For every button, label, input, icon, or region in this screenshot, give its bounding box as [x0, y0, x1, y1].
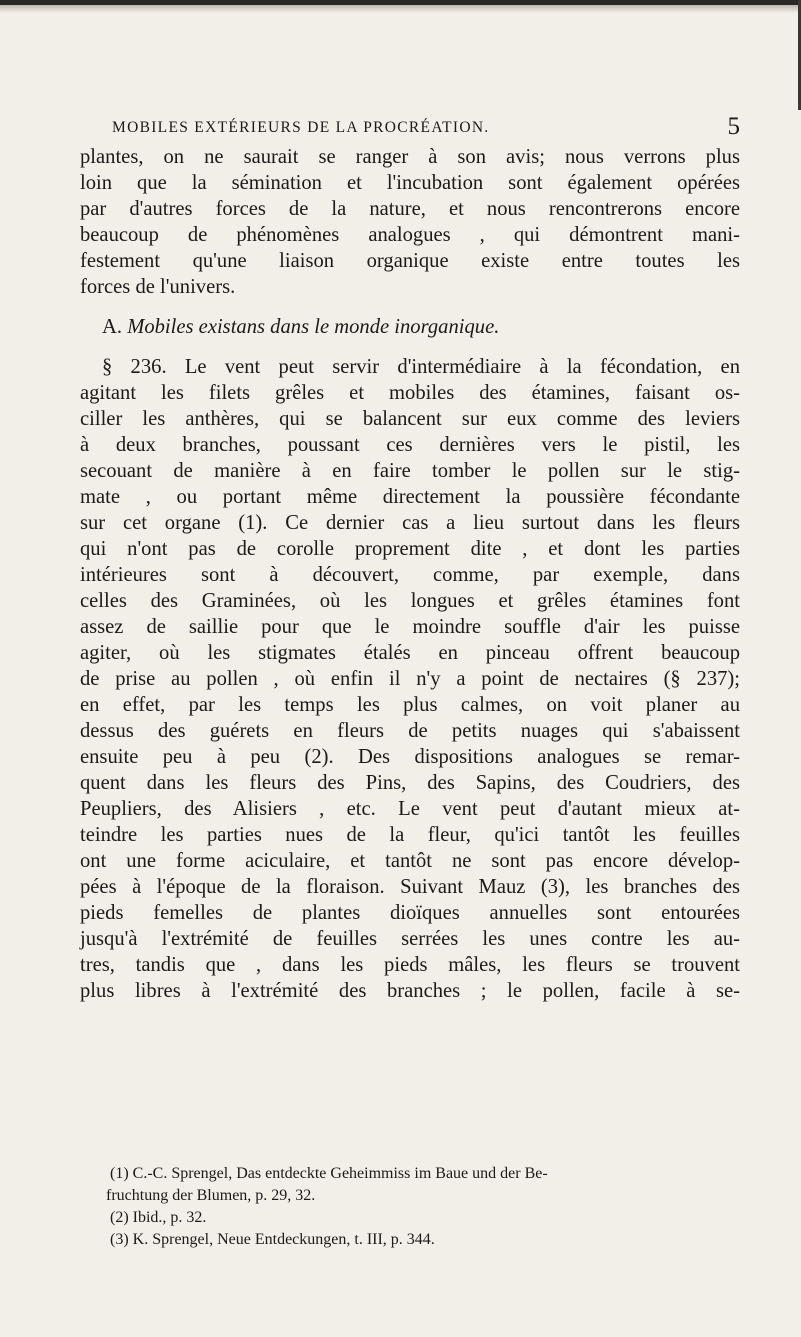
text-line: plantes, on ne saurait se ranger à son avis; nous verrons plus: [80, 146, 740, 168]
spacer: [80, 340, 740, 354]
text-line: beaucoup de phénomènes analogues , qui démontrent mani-: [80, 224, 740, 246]
subheading-label: A.: [102, 316, 123, 338]
footnote: (1) C.-C. Sprengel, Das entdeckte Geheimmiss im Baue und der Be-: [110, 1165, 548, 1182]
text-line: pées à l'époque de la floraison. Suivant Mauz (3), les branches des: [80, 876, 740, 898]
text-line: teindre les parties nues de la fleur, qu'ici tantôt les feuilles: [80, 824, 740, 846]
page-header: [80, 113, 740, 147]
text-line: plus libres à l'extrémité des branches ; le pollen, facile à se-: [80, 980, 740, 1002]
page-top-shadow: [0, 5, 801, 13]
text-line: jusqu'à l'extrémité de feuilles serrées les unes contre les au-: [80, 928, 740, 950]
running-head: MOBILES EXTÉRIEURS DE LA PROCRÉATION.: [112, 119, 490, 136]
text-line: par d'autres forces de la nature, et nous rencontrerons encore: [80, 198, 740, 220]
section-subheading: [80, 314, 740, 340]
text-line: mate , ou portant même directement la poussière fécondante: [80, 486, 740, 508]
text-line: intérieures sont à découvert, comme, par exemple, dans: [80, 564, 740, 586]
text-line: sur cet organe (1). Ce dernier cas a lieu surtout dans les fleurs: [80, 512, 740, 534]
text-line: ciller les anthères, qui se balancent sur eux comme des leviers: [80, 408, 740, 430]
text-line: qui n'ont pas de corolle proprement dite , et dont les parties: [80, 538, 740, 560]
footnote-continuation: fruchtung der Blumen, p. 29, 32.: [106, 1187, 316, 1204]
text-line: ensuite peu à peu (2). Des dispositions analogues se remar-: [80, 746, 740, 768]
text-line: quent dans les fleurs des Pins, des Sapins, des Coudriers, des: [80, 772, 740, 794]
spacer: [80, 300, 740, 314]
text-line: loin que la sémination et l'incubation sont également opérées: [80, 172, 740, 194]
text-line: festement qu'une liaison organique existe entre toutes les: [80, 250, 740, 272]
footnote: (3) K. Sprengel, Neue Entdeckungen, t. III, p. 344.: [110, 1231, 435, 1248]
footnotes: [106, 1163, 740, 1251]
text-line: Peupliers, des Alisiers , etc. Le vent peut d'autant mieux at-: [80, 798, 740, 820]
text-line: assez de saillie pour que le moindre souffle d'air les puisse: [80, 616, 740, 638]
text-line: secouant de manière à en faire tomber le pollen sur le stig-: [80, 460, 740, 482]
text-line: de prise au pollen , où enfin il n'y a point de nectaires (§ 237);: [80, 668, 740, 690]
text-line: dessus des guérets en fleurs de petits nuages qui s'abaissent: [80, 720, 740, 742]
page-number: 5: [727, 113, 740, 140]
text-line: forces de l'univers.: [80, 276, 236, 298]
text-line: agiter, où les stigmates étalés en pinceau offrent beaucoup: [80, 642, 740, 664]
body-text: [80, 144, 740, 1004]
footnote: (2) Ibid., p. 32.: [110, 1209, 207, 1226]
text-line: pieds femelles de plantes dioïques annuelles sont entourées: [80, 902, 740, 924]
text-line: tres, tandis que , dans les pieds mâles, les fleurs se trouvent: [80, 954, 740, 976]
text-line: à deux branches, poussant ces dernières vers le pistil, les: [80, 434, 740, 456]
text-line: § 236. Le vent peut servir d'intermédiaire à la fécondation, en: [102, 356, 740, 378]
text-line: celles des Graminées, où les longues et grêles étamines font: [80, 590, 740, 612]
text-line: ont une forme aciculaire, et tantôt ne sont pas encore dévelop-: [80, 850, 740, 872]
text-line: agitant les filets grêles et mobiles des étamines, faisant os-: [80, 382, 740, 404]
text-line: en effet, par les temps les plus calmes, on voit planer au: [80, 694, 740, 716]
subheading-title: Mobiles existans dans le monde inorganique.: [127, 316, 500, 338]
